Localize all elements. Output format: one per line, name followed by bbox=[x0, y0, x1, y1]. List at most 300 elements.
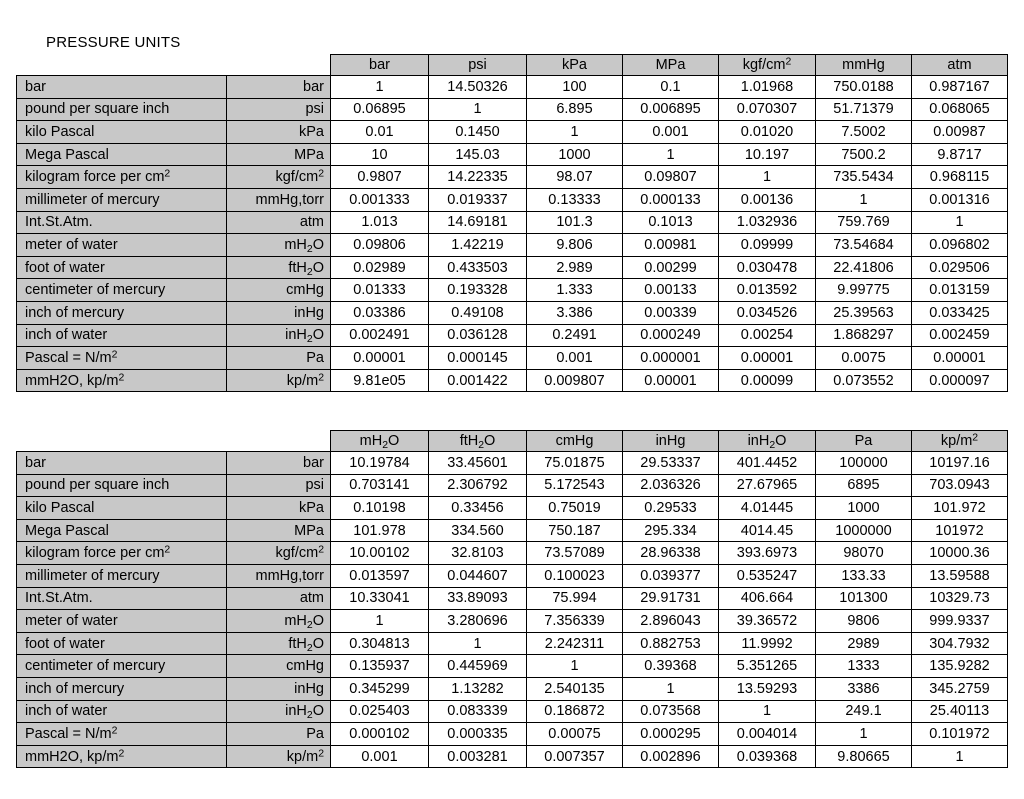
value-cell: 0.09999 bbox=[719, 234, 816, 257]
value-cell: 100 bbox=[527, 76, 623, 99]
table-row bbox=[17, 279, 1008, 302]
unit-symbol: Pa bbox=[227, 723, 331, 746]
value-cell: 0.1 bbox=[623, 76, 719, 99]
value-cell: 0.882753 bbox=[623, 632, 719, 655]
unit-name: Pascal = $N/m^2$ bbox=[17, 723, 227, 746]
value-cell: 100000 bbox=[816, 452, 912, 475]
value-cell: 0.009807 bbox=[527, 369, 623, 392]
unit-name: kilo Pascal bbox=[17, 497, 227, 520]
value-cell: 0.186872 bbox=[527, 700, 623, 723]
value-cell: 0.083339 bbox=[429, 700, 527, 723]
value-cell: 1 bbox=[331, 610, 429, 633]
value-cell: 0.1450 bbox=[429, 121, 527, 144]
unit-symbol: MPa bbox=[227, 143, 331, 166]
unit-symbol: cmHg bbox=[227, 279, 331, 302]
value-cell: 75.01875 bbox=[527, 452, 623, 475]
value-cell: 0.000001 bbox=[623, 347, 719, 370]
unit-name: inch of water bbox=[17, 324, 227, 347]
value-cell: 101972 bbox=[912, 519, 1008, 542]
value-cell: 0.02989 bbox=[331, 256, 429, 279]
value-cell: 1 bbox=[816, 723, 912, 746]
table-row bbox=[17, 301, 1008, 324]
value-cell: 1.13282 bbox=[429, 677, 527, 700]
value-cell: 0.000295 bbox=[623, 723, 719, 746]
value-cell: 0.00001 bbox=[623, 369, 719, 392]
value-cell: 2.989 bbox=[527, 256, 623, 279]
value-cell: 0.00001 bbox=[912, 347, 1008, 370]
value-cell: 0.001 bbox=[331, 745, 429, 768]
table-row bbox=[17, 542, 1008, 565]
value-cell: 393.6973 bbox=[719, 542, 816, 565]
table-row bbox=[17, 745, 1008, 768]
value-cell: 0.00001 bbox=[719, 347, 816, 370]
value-cell: 2.540135 bbox=[527, 677, 623, 700]
value-cell: 0.003281 bbox=[429, 745, 527, 768]
value-cell: 0.004014 bbox=[719, 723, 816, 746]
unit-name: bar bbox=[17, 76, 227, 99]
value-cell: 10000.36 bbox=[912, 542, 1008, 565]
table-row bbox=[17, 76, 1008, 99]
value-cell: 4014.45 bbox=[719, 519, 816, 542]
value-cell: 10 bbox=[331, 143, 429, 166]
table-row bbox=[17, 324, 1008, 347]
value-cell: 14.69181 bbox=[429, 211, 527, 234]
unit-name: Mega Pascal bbox=[17, 519, 227, 542]
value-cell: 7.5002 bbox=[816, 121, 912, 144]
column-header: $kp/m^2$ bbox=[912, 431, 1008, 452]
value-cell: 3386 bbox=[816, 677, 912, 700]
table-row bbox=[17, 723, 1008, 746]
value-cell: 2989 bbox=[816, 632, 912, 655]
table-row bbox=[17, 121, 1008, 144]
value-cell: 10329.73 bbox=[912, 587, 1008, 610]
value-cell: 1 bbox=[527, 655, 623, 678]
value-cell: 0.00136 bbox=[719, 188, 816, 211]
table-row bbox=[17, 519, 1008, 542]
unit-symbol: atm bbox=[227, 587, 331, 610]
unit-symbol: cmHg bbox=[227, 655, 331, 678]
value-cell: 22.41806 bbox=[816, 256, 912, 279]
value-cell: 0.096802 bbox=[912, 234, 1008, 257]
value-cell: 1 bbox=[816, 188, 912, 211]
value-cell: 33.89093 bbox=[429, 587, 527, 610]
value-cell: 101.972 bbox=[912, 497, 1008, 520]
value-cell: 73.57089 bbox=[527, 542, 623, 565]
unit-symbol: inHg bbox=[227, 301, 331, 324]
unit-name: Mega Pascal bbox=[17, 143, 227, 166]
value-cell: 1 bbox=[719, 166, 816, 189]
value-cell: 0.33456 bbox=[429, 497, 527, 520]
table-row bbox=[17, 677, 1008, 700]
column-header: ftH$_2$O bbox=[429, 431, 527, 452]
value-cell: 13.59588 bbox=[912, 564, 1008, 587]
value-cell: 0.000249 bbox=[623, 324, 719, 347]
unit-symbol: $mH_2O$ bbox=[227, 234, 331, 257]
page-title: PRESSURE UNITS bbox=[46, 34, 181, 51]
unit-symbol: $kp/m^2$ bbox=[227, 369, 331, 392]
value-cell: 0.75019 bbox=[527, 497, 623, 520]
value-cell: 304.7932 bbox=[912, 632, 1008, 655]
value-cell: 13.59293 bbox=[719, 677, 816, 700]
value-cell: 0.002491 bbox=[331, 324, 429, 347]
column-header: MPa bbox=[623, 55, 719, 76]
value-cell: 0.304813 bbox=[331, 632, 429, 655]
value-cell: 145.03 bbox=[429, 143, 527, 166]
value-cell: 0.013597 bbox=[331, 564, 429, 587]
unit-symbol: bar bbox=[227, 452, 331, 475]
value-cell: 135.9282 bbox=[912, 655, 1008, 678]
value-cell: 406.664 bbox=[719, 587, 816, 610]
table-row bbox=[17, 655, 1008, 678]
unit-symbol: inHg bbox=[227, 677, 331, 700]
unit-symbol: inH$_2$O bbox=[227, 700, 331, 723]
unit-name: centimeter of mercury bbox=[17, 279, 227, 302]
unit-name: meter of water bbox=[17, 610, 227, 633]
value-cell: 10.197 bbox=[719, 143, 816, 166]
unit-name: meter of water bbox=[17, 234, 227, 257]
column-header: inHg bbox=[623, 431, 719, 452]
value-cell: 0.034526 bbox=[719, 301, 816, 324]
unit-name: kilogram force per $cm^2$ bbox=[17, 166, 227, 189]
unit-name: inch of water bbox=[17, 700, 227, 723]
table-row bbox=[17, 369, 1008, 392]
header-spacer bbox=[227, 55, 331, 76]
value-cell: 295.334 bbox=[623, 519, 719, 542]
table-row bbox=[17, 98, 1008, 121]
value-cell: 101300 bbox=[816, 587, 912, 610]
unit-symbol: inH$_2$O bbox=[227, 324, 331, 347]
value-cell: 98.07 bbox=[527, 166, 623, 189]
value-cell: 3.386 bbox=[527, 301, 623, 324]
value-cell: 0.09807 bbox=[623, 166, 719, 189]
value-cell: 999.9337 bbox=[912, 610, 1008, 633]
column-header: kgf/$cm^2$ bbox=[719, 55, 816, 76]
unit-symbol: mmHg,torr bbox=[227, 188, 331, 211]
unit-symbol: psi bbox=[227, 98, 331, 121]
value-cell: 401.4452 bbox=[719, 452, 816, 475]
unit-symbol: $mH_2O$ bbox=[227, 610, 331, 633]
table-row bbox=[17, 610, 1008, 633]
value-cell: 1.42219 bbox=[429, 234, 527, 257]
column-header: kPa bbox=[527, 55, 623, 76]
unit-name: mmH2O, $kp/m^2$ bbox=[17, 745, 227, 768]
table-row bbox=[17, 166, 1008, 189]
value-cell: 0.00987 bbox=[912, 121, 1008, 144]
value-cell: 0.001316 bbox=[912, 188, 1008, 211]
column-header: $mH_2O$ bbox=[331, 431, 429, 452]
unit-symbol: $kp/m^2$ bbox=[227, 745, 331, 768]
value-cell: 10197.16 bbox=[912, 452, 1008, 475]
unit-name: Pascal = $N/m^2$ bbox=[17, 347, 227, 370]
value-cell: 0.070307 bbox=[719, 98, 816, 121]
value-cell: 0.000097 bbox=[912, 369, 1008, 392]
header-row bbox=[17, 55, 1008, 76]
table-row bbox=[17, 497, 1008, 520]
value-cell: 1333 bbox=[816, 655, 912, 678]
value-cell: 51.71379 bbox=[816, 98, 912, 121]
value-cell: 1.333 bbox=[527, 279, 623, 302]
value-cell: 0.0075 bbox=[816, 347, 912, 370]
value-cell: 0.044607 bbox=[429, 564, 527, 587]
value-cell: 0.703141 bbox=[331, 474, 429, 497]
value-cell: 1.868297 bbox=[816, 324, 912, 347]
value-cell: 1 bbox=[623, 677, 719, 700]
value-cell: 32.8103 bbox=[429, 542, 527, 565]
value-cell: 39.36572 bbox=[719, 610, 816, 633]
value-cell: 0.007357 bbox=[527, 745, 623, 768]
value-cell: 0.03386 bbox=[331, 301, 429, 324]
value-cell: 28.96338 bbox=[623, 542, 719, 565]
value-cell: 25.39563 bbox=[816, 301, 912, 324]
column-header: bar bbox=[331, 55, 429, 76]
value-cell: 101.978 bbox=[331, 519, 429, 542]
column-header: inH$_2$O bbox=[719, 431, 816, 452]
value-cell: 14.22335 bbox=[429, 166, 527, 189]
table-row bbox=[17, 452, 1008, 475]
table-row bbox=[17, 474, 1008, 497]
value-cell: 0.00254 bbox=[719, 324, 816, 347]
value-cell: 25.40113 bbox=[912, 700, 1008, 723]
value-cell: 0.09806 bbox=[331, 234, 429, 257]
value-cell: 750.187 bbox=[527, 519, 623, 542]
table-row bbox=[17, 211, 1008, 234]
value-cell: 6895 bbox=[816, 474, 912, 497]
value-cell: 1000 bbox=[527, 143, 623, 166]
value-cell: 9.806 bbox=[527, 234, 623, 257]
value-cell: 0.000145 bbox=[429, 347, 527, 370]
value-cell: 750.0188 bbox=[816, 76, 912, 99]
value-cell: 29.53337 bbox=[623, 452, 719, 475]
unit-name: foot of water bbox=[17, 256, 227, 279]
column-header: psi bbox=[429, 55, 527, 76]
value-cell: 27.67965 bbox=[719, 474, 816, 497]
value-cell: 0.2491 bbox=[527, 324, 623, 347]
value-cell: 10.00102 bbox=[331, 542, 429, 565]
value-cell: 0.100023 bbox=[527, 564, 623, 587]
unit-symbol: kPa bbox=[227, 497, 331, 520]
value-cell: 0.101972 bbox=[912, 723, 1008, 746]
conversion-table-2 bbox=[16, 430, 1008, 768]
header-row bbox=[17, 431, 1008, 452]
unit-symbol: ftH$_2$O bbox=[227, 632, 331, 655]
value-cell: 1 bbox=[912, 211, 1008, 234]
value-cell: 0.033425 bbox=[912, 301, 1008, 324]
value-cell: 1 bbox=[719, 700, 816, 723]
value-cell: 0.135937 bbox=[331, 655, 429, 678]
value-cell: 1 bbox=[912, 745, 1008, 768]
value-cell: 1.013 bbox=[331, 211, 429, 234]
value-cell: 33.45601 bbox=[429, 452, 527, 475]
table-row bbox=[17, 234, 1008, 257]
unit-symbol: Pa bbox=[227, 347, 331, 370]
value-cell: 0.193328 bbox=[429, 279, 527, 302]
table-row bbox=[17, 700, 1008, 723]
value-cell: 0.345299 bbox=[331, 677, 429, 700]
value-cell: 5.351265 bbox=[719, 655, 816, 678]
value-cell: 9806 bbox=[816, 610, 912, 633]
value-cell: 0.10198 bbox=[331, 497, 429, 520]
value-cell: 0.00001 bbox=[331, 347, 429, 370]
value-cell: 0.000335 bbox=[429, 723, 527, 746]
unit-symbol: mmHg,torr bbox=[227, 564, 331, 587]
value-cell: 0.445969 bbox=[429, 655, 527, 678]
value-cell: 0.030478 bbox=[719, 256, 816, 279]
unit-name: inch of mercury bbox=[17, 677, 227, 700]
value-cell: 249.1 bbox=[816, 700, 912, 723]
value-cell: 0.006895 bbox=[623, 98, 719, 121]
value-cell: 0.001333 bbox=[331, 188, 429, 211]
value-cell: 1000 bbox=[816, 497, 912, 520]
value-cell: 0.433503 bbox=[429, 256, 527, 279]
unit-name: pound per square inch bbox=[17, 98, 227, 121]
value-cell: 703.0943 bbox=[912, 474, 1008, 497]
value-cell: 0.00339 bbox=[623, 301, 719, 324]
value-cell: 0.039377 bbox=[623, 564, 719, 587]
value-cell: 2.242311 bbox=[527, 632, 623, 655]
column-header: Pa bbox=[816, 431, 912, 452]
value-cell: 7.356339 bbox=[527, 610, 623, 633]
value-cell: 0.00133 bbox=[623, 279, 719, 302]
value-cell: 0.019337 bbox=[429, 188, 527, 211]
value-cell: 9.8717 bbox=[912, 143, 1008, 166]
unit-symbol: psi bbox=[227, 474, 331, 497]
value-cell: 14.50326 bbox=[429, 76, 527, 99]
value-cell: 9.80665 bbox=[816, 745, 912, 768]
value-cell: 0.01 bbox=[331, 121, 429, 144]
value-cell: 5.172543 bbox=[527, 474, 623, 497]
header-spacer bbox=[17, 55, 227, 76]
value-cell: 0.002459 bbox=[912, 324, 1008, 347]
value-cell: 1.032936 bbox=[719, 211, 816, 234]
table-row bbox=[17, 632, 1008, 655]
value-cell: 0.029506 bbox=[912, 256, 1008, 279]
value-cell: 2.036326 bbox=[623, 474, 719, 497]
value-cell: 0.013159 bbox=[912, 279, 1008, 302]
conversion-table-1 bbox=[16, 54, 1008, 392]
value-cell: 0.002896 bbox=[623, 745, 719, 768]
value-cell: 0.073552 bbox=[816, 369, 912, 392]
unit-name: kilo Pascal bbox=[17, 121, 227, 144]
value-cell: 0.039368 bbox=[719, 745, 816, 768]
value-cell: 0.000133 bbox=[623, 188, 719, 211]
unit-name: mmH2O, $kp/m^2$ bbox=[17, 369, 227, 392]
unit-symbol: kgf/$cm^2$ bbox=[227, 166, 331, 189]
unit-name: inch of mercury bbox=[17, 301, 227, 324]
value-cell: 0.068065 bbox=[912, 98, 1008, 121]
value-cell: 759.769 bbox=[816, 211, 912, 234]
unit-symbol: ftH$_2$O bbox=[227, 256, 331, 279]
value-cell: 98070 bbox=[816, 542, 912, 565]
value-cell: 0.01333 bbox=[331, 279, 429, 302]
table-row bbox=[17, 143, 1008, 166]
unit-symbol: bar bbox=[227, 76, 331, 99]
value-cell: 0.00075 bbox=[527, 723, 623, 746]
value-cell: 1 bbox=[331, 76, 429, 99]
value-cell: 2.896043 bbox=[623, 610, 719, 633]
value-cell: 0.001 bbox=[623, 121, 719, 144]
unit-name: foot of water bbox=[17, 632, 227, 655]
value-cell: 4.01445 bbox=[719, 497, 816, 520]
header-spacer bbox=[17, 431, 227, 452]
value-cell: 10.33041 bbox=[331, 587, 429, 610]
value-cell: 0.000102 bbox=[331, 723, 429, 746]
value-cell: 3.280696 bbox=[429, 610, 527, 633]
value-cell: 1 bbox=[429, 98, 527, 121]
value-cell: 73.54684 bbox=[816, 234, 912, 257]
unit-name: millimeter of mercury bbox=[17, 564, 227, 587]
unit-symbol: kgf/$cm^2$ bbox=[227, 542, 331, 565]
value-cell: 1.01968 bbox=[719, 76, 816, 99]
value-cell: 29.91731 bbox=[623, 587, 719, 610]
value-cell: 75.994 bbox=[527, 587, 623, 610]
unit-symbol: MPa bbox=[227, 519, 331, 542]
value-cell: 735.5434 bbox=[816, 166, 912, 189]
value-cell: 11.9992 bbox=[719, 632, 816, 655]
value-cell: 1000000 bbox=[816, 519, 912, 542]
value-cell: 10.19784 bbox=[331, 452, 429, 475]
unit-name: Int.St.Atm. bbox=[17, 587, 227, 610]
value-cell: 0.968115 bbox=[912, 166, 1008, 189]
value-cell: 334.560 bbox=[429, 519, 527, 542]
value-cell: 133.33 bbox=[816, 564, 912, 587]
table-row bbox=[17, 564, 1008, 587]
value-cell: 0.00981 bbox=[623, 234, 719, 257]
value-cell: 1 bbox=[429, 632, 527, 655]
value-cell: 0.00099 bbox=[719, 369, 816, 392]
value-cell: 0.00299 bbox=[623, 256, 719, 279]
unit-name: centimeter of mercury bbox=[17, 655, 227, 678]
unit-name: bar bbox=[17, 452, 227, 475]
value-cell: 0.036128 bbox=[429, 324, 527, 347]
value-cell: 0.1013 bbox=[623, 211, 719, 234]
value-cell: 0.13333 bbox=[527, 188, 623, 211]
unit-symbol: atm bbox=[227, 211, 331, 234]
value-cell: 0.535247 bbox=[719, 564, 816, 587]
unit-name: Int.St.Atm. bbox=[17, 211, 227, 234]
value-cell: 0.987167 bbox=[912, 76, 1008, 99]
value-cell: 0.001422 bbox=[429, 369, 527, 392]
table-row bbox=[17, 587, 1008, 610]
value-cell: 0.29533 bbox=[623, 497, 719, 520]
value-cell: 0.073568 bbox=[623, 700, 719, 723]
value-cell: 1 bbox=[527, 121, 623, 144]
value-cell: 6.895 bbox=[527, 98, 623, 121]
table-row bbox=[17, 256, 1008, 279]
value-cell: 101.3 bbox=[527, 211, 623, 234]
table-row bbox=[17, 347, 1008, 370]
table-row bbox=[17, 188, 1008, 211]
column-header: cmHg bbox=[527, 431, 623, 452]
unit-name: pound per square inch bbox=[17, 474, 227, 497]
value-cell: 345.2759 bbox=[912, 677, 1008, 700]
value-cell: 0.39368 bbox=[623, 655, 719, 678]
value-cell: 7500.2 bbox=[816, 143, 912, 166]
value-cell: 1 bbox=[623, 143, 719, 166]
header-spacer bbox=[227, 431, 331, 452]
value-cell: 9.81e05 bbox=[331, 369, 429, 392]
value-cell: 0.49108 bbox=[429, 301, 527, 324]
value-cell: 0.025403 bbox=[331, 700, 429, 723]
column-header: atm bbox=[912, 55, 1008, 76]
value-cell: 0.06895 bbox=[331, 98, 429, 121]
value-cell: 0.013592 bbox=[719, 279, 816, 302]
value-cell: 0.9807 bbox=[331, 166, 429, 189]
value-cell: 0.01020 bbox=[719, 121, 816, 144]
unit-name: millimeter of mercury bbox=[17, 188, 227, 211]
value-cell: 9.99775 bbox=[816, 279, 912, 302]
unit-name: kilogram force per $cm^2$ bbox=[17, 542, 227, 565]
column-header: mmHg bbox=[816, 55, 912, 76]
